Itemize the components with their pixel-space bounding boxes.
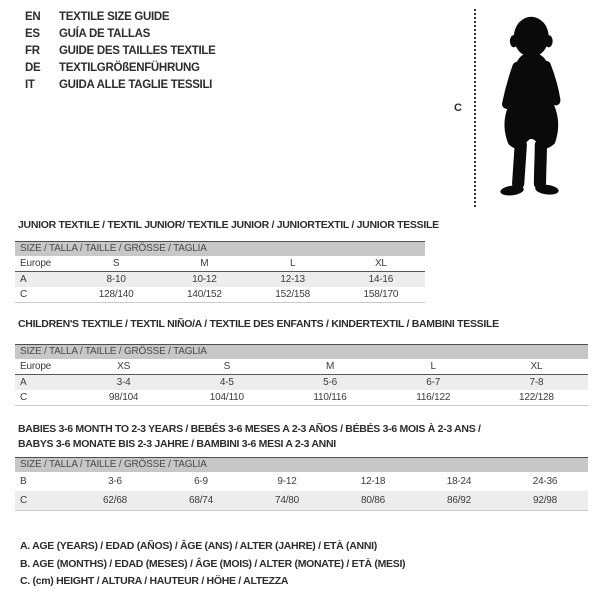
section-babies xyxy=(15,422,588,511)
table-cell: 12-13 xyxy=(280,274,305,285)
footnote-line: A. AGE (YEARS) / EDAD (AÑOS) / ÂGE (ANS) / ALTER (JAHRE) / ETÀ (ANNI) xyxy=(20,540,377,552)
table-cell: 24-36 xyxy=(532,476,558,487)
row-label: C xyxy=(20,392,28,403)
section-title-line: CHILDREN'S TEXTILE / TEXTIL NIÑO/A / TEXTILE DES ENFANTS / KINDERTEXTIL / BAMBINI TESSILE xyxy=(18,318,499,330)
size-header-bar: SIZE / TALLA / TAILLE / GRÖSSE / TAGLIA xyxy=(15,458,588,472)
table-cell: 3-6 xyxy=(108,476,122,487)
table-cell: XS xyxy=(117,361,131,372)
table-cell: L xyxy=(430,361,436,372)
footnotes xyxy=(20,538,405,591)
table-cell: 158/170 xyxy=(363,289,399,300)
size-table xyxy=(15,344,588,406)
table-cell: 4-5 xyxy=(219,377,234,388)
table-row xyxy=(15,287,425,302)
table-cell: 140/152 xyxy=(187,289,222,300)
table-cell: 5-6 xyxy=(323,377,337,388)
table-cell: 7-8 xyxy=(529,377,544,388)
table-cell: 98/104 xyxy=(108,392,139,403)
row-label: B xyxy=(20,476,27,487)
table-cell: 74/80 xyxy=(274,495,300,506)
table-cell: L xyxy=(289,258,296,269)
language-row xyxy=(25,60,216,77)
height-dotted-line xyxy=(474,9,476,207)
table-cell: 104/110 xyxy=(209,392,244,403)
row-label: A xyxy=(20,274,27,285)
table-row xyxy=(15,472,588,491)
height-figure xyxy=(453,6,598,216)
section-junior xyxy=(15,218,439,303)
table-cell: 6-7 xyxy=(426,377,441,388)
table-cell: 80/86 xyxy=(360,495,386,506)
row-label: A xyxy=(20,377,27,388)
table-cell: 6-9 xyxy=(194,476,208,487)
table-cell: 3-4 xyxy=(116,377,131,388)
table-cell: 128/140 xyxy=(98,289,134,300)
table-cell: S xyxy=(223,361,231,372)
row-label: Europe xyxy=(20,258,52,269)
language-title: TEXTILGRÖßENFÜHRUNG xyxy=(59,62,200,74)
language-title: GUIDE DES TAILLES TEXTILE xyxy=(59,45,216,57)
table-row xyxy=(15,272,425,287)
row-label: Europe xyxy=(20,361,52,372)
size-header-bar: SIZE / TALLA / TAILLE / GRÖSSE / TAGLIA xyxy=(15,345,588,359)
section-title xyxy=(15,317,588,332)
table-cell: 122/128 xyxy=(519,392,554,403)
table-cell: XL xyxy=(530,361,543,372)
table-cell: 152/158 xyxy=(275,289,310,300)
table-cell: 68/74 xyxy=(188,495,214,506)
height-c-label: C xyxy=(454,102,462,114)
table-cell: M xyxy=(325,361,335,372)
table-cell: XL xyxy=(374,258,387,269)
toddler-silhouette-icon xyxy=(485,8,581,208)
section-title-line: BABYS 3-6 MONATE BIS 2-3 JAHRE / BAMBINI 3-6 MESI A 2-3 ANNI xyxy=(18,438,336,450)
language-title: TEXTILE SIZE GUIDE xyxy=(59,11,170,23)
table-row xyxy=(15,390,588,405)
section-children xyxy=(15,317,588,406)
language-row xyxy=(25,43,216,60)
table-cell: M xyxy=(200,258,209,269)
table-cell: 116/122 xyxy=(416,392,451,403)
table-cell: 86/92 xyxy=(446,495,472,506)
table-cell: 92/98 xyxy=(532,495,558,506)
table-row xyxy=(15,359,588,375)
table-row xyxy=(15,256,425,272)
table-row xyxy=(15,375,588,390)
table-cell: 12-18 xyxy=(360,476,386,487)
language-row xyxy=(25,9,216,26)
language-code: IT xyxy=(25,79,35,91)
table-cell: 10-12 xyxy=(192,274,217,285)
language-title: GUIDA ALLE TAGLIE TESSILI xyxy=(59,79,213,91)
table-cell: 62/68 xyxy=(102,495,128,506)
table-cell: S xyxy=(112,258,120,269)
table-row xyxy=(15,491,588,510)
table-cell: 9-12 xyxy=(277,476,297,487)
section-title xyxy=(15,422,588,452)
language-row xyxy=(25,26,216,43)
row-label: C xyxy=(20,289,28,300)
footnote-line: B. AGE (MONTHS) / EDAD (MESES) / ÂGE (MOIS) / ALTER (MONATE) / ETÀ (MESI) xyxy=(20,557,406,570)
row-label: C xyxy=(20,495,28,506)
language-row xyxy=(25,77,216,94)
language-code: EN xyxy=(25,11,41,23)
table-cell: 18-24 xyxy=(446,476,472,487)
size-header-bar: SIZE / TALLA / TAILLE / GRÖSSE / TAGLIA xyxy=(15,242,425,256)
footnote-line: C. (cm) HEIGHT / ALTURA / HAUTEUR / HÖHE / ALTEZZA xyxy=(20,575,289,587)
language-legend xyxy=(25,9,216,94)
language-title: GUÍA DE TALLAS xyxy=(59,28,150,40)
language-code: DE xyxy=(25,62,41,74)
table-cell: 14-16 xyxy=(368,274,394,285)
size-table xyxy=(15,241,425,303)
language-code: ES xyxy=(25,28,40,40)
table-cell: 8-10 xyxy=(106,274,126,285)
table-cell: 110/116 xyxy=(313,392,347,403)
size-table xyxy=(15,457,588,511)
section-title-line: BABIES 3-6 MONTH TO 2-3 YEARS / BEBÉS 3-6 MESES A 2-3 AÑOS / BÉBÉS 3-6 MOIS À 2-3 ANS / xyxy=(18,423,481,435)
language-code: FR xyxy=(25,45,40,57)
section-title xyxy=(15,218,439,233)
section-title-line: JUNIOR TEXTILE / TEXTIL JUNIOR/ TEXTILE JUNIOR / JUNIORTEXTIL / JUNIOR TESSILE xyxy=(18,219,439,231)
